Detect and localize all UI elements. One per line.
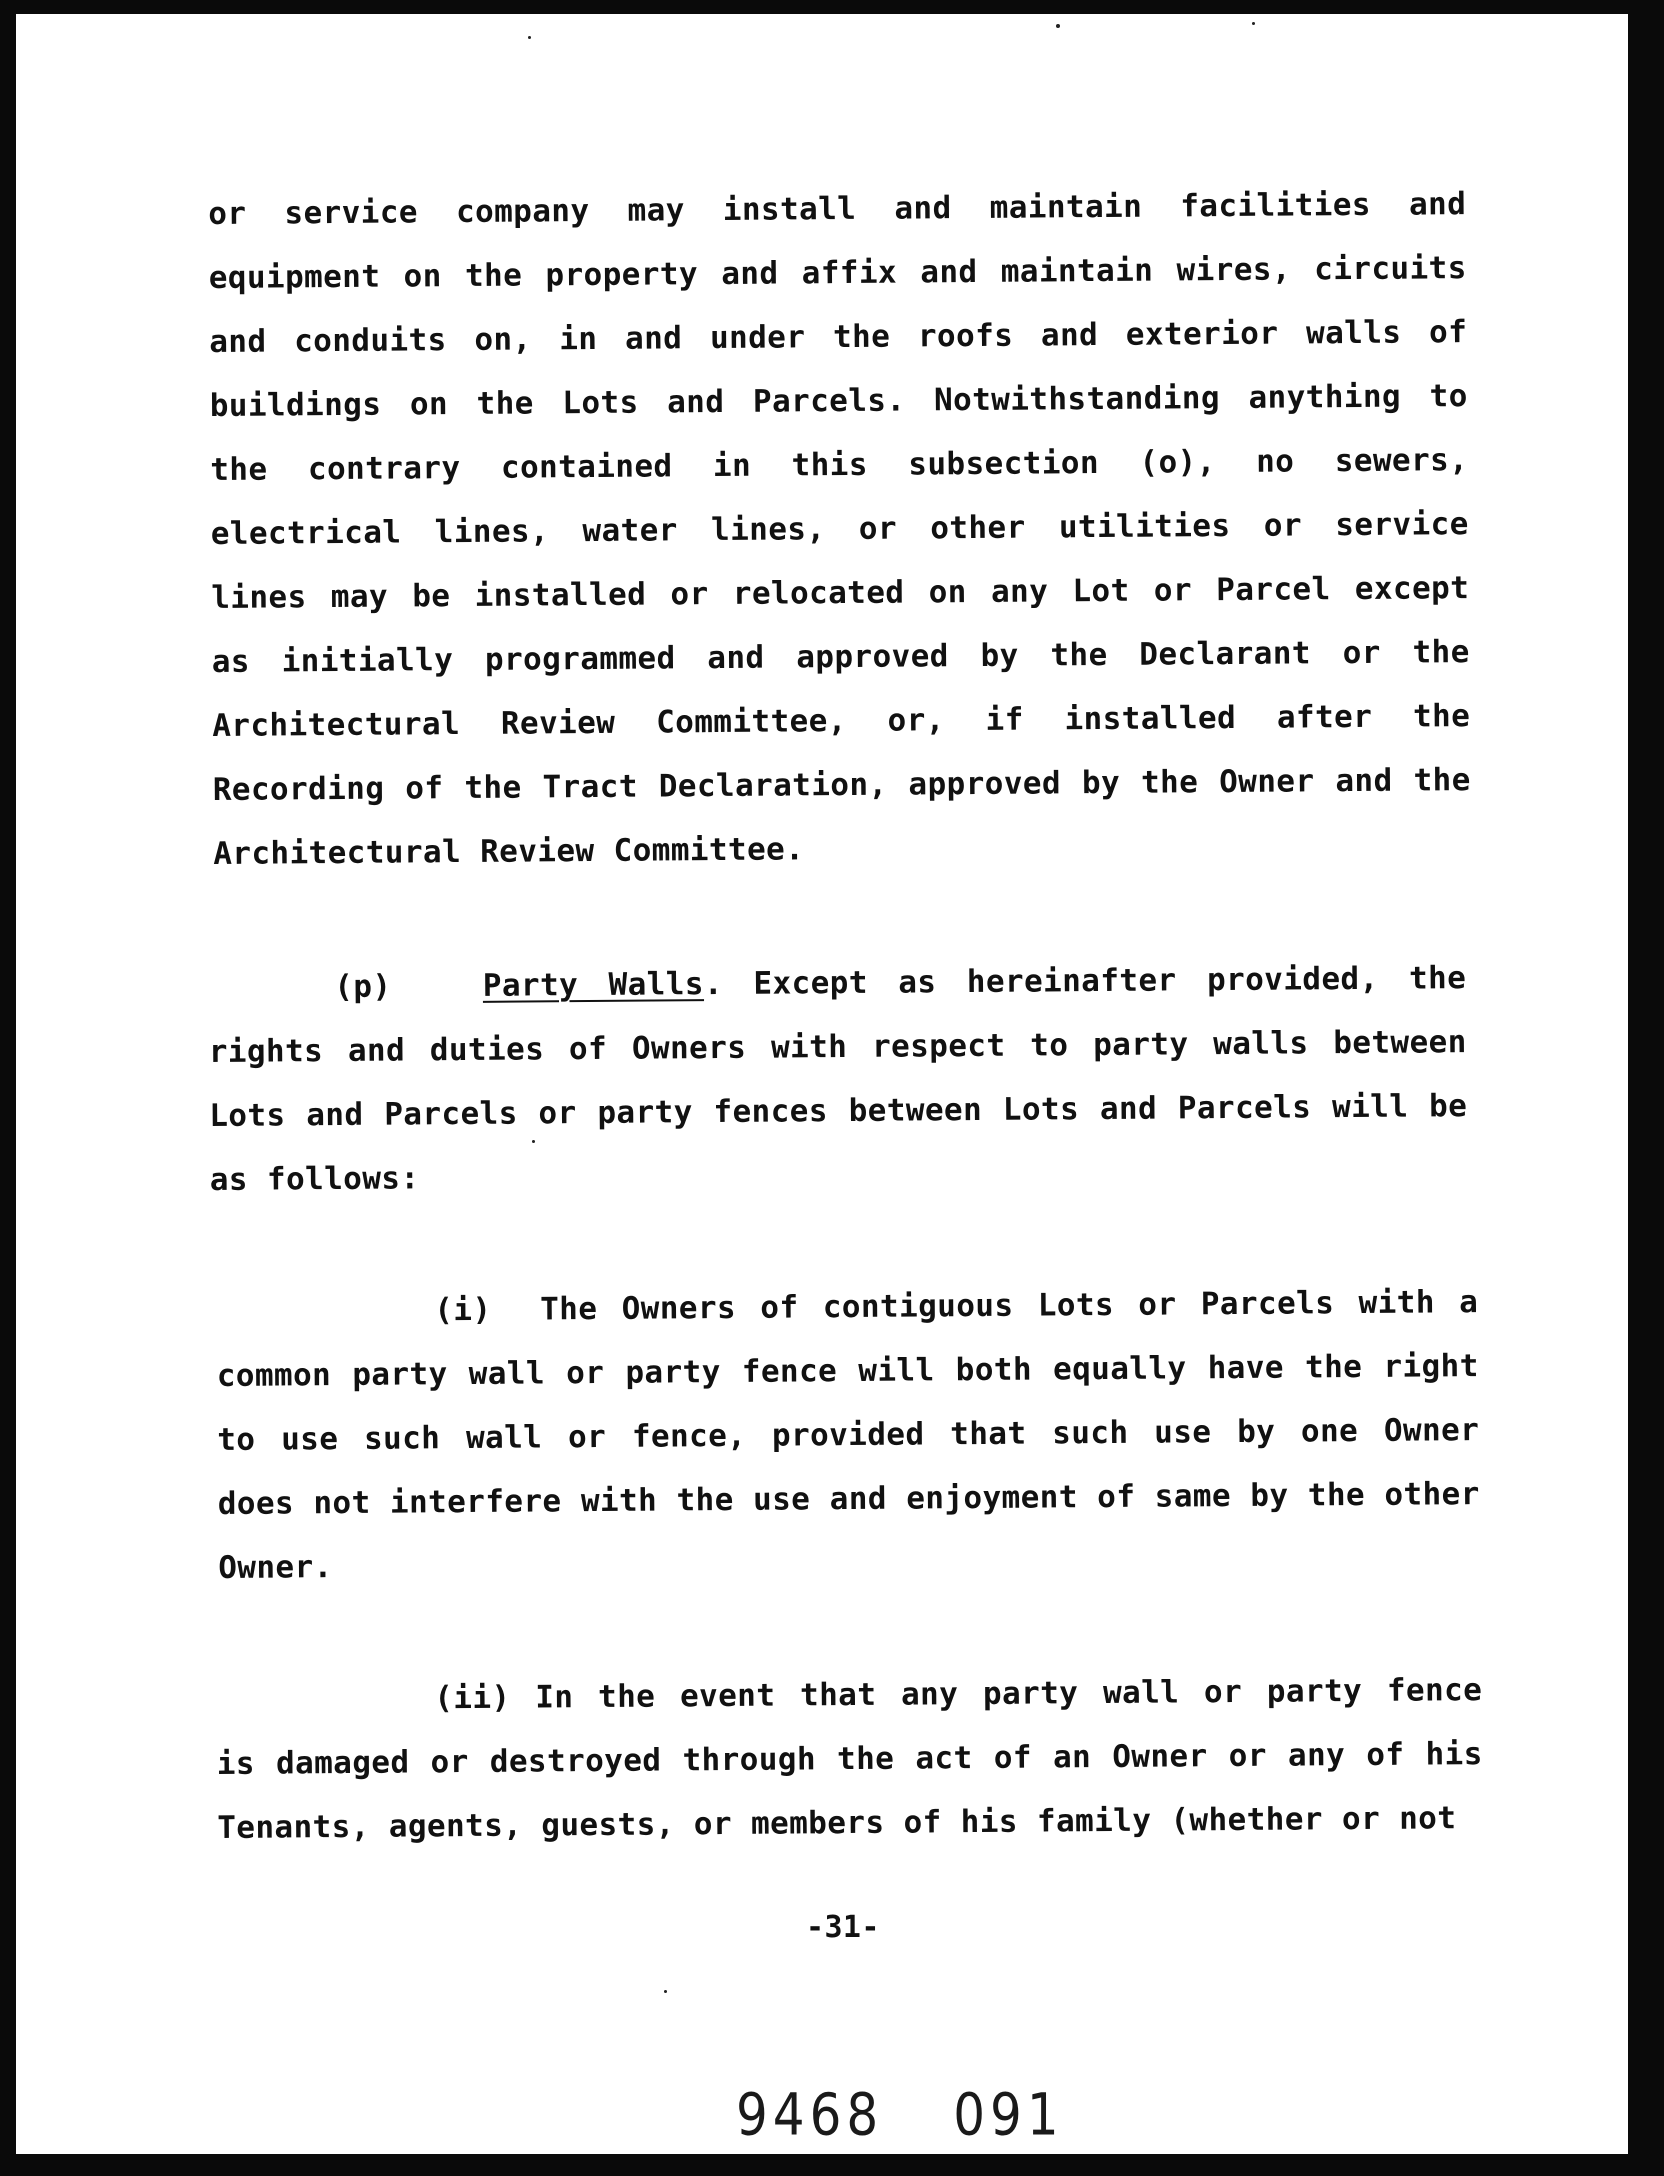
paragraph-p-party-walls — [208, 946, 1468, 1212]
indent — [216, 1708, 434, 1710]
indent — [216, 1320, 434, 1322]
stamp-left-number: 9468 — [736, 2081, 884, 2149]
indent — [208, 997, 334, 998]
page-number: -31- — [806, 1910, 880, 1945]
item-ii-text: In the event that any party wall or party fence is damaged or destroyed through the act of an Owner or any of his Tenants, agents, guests, or members of his family (whether or not — [216, 1672, 1483, 1846]
item-i-text: The Owners of contiguous Lots or Parcels with a common party wall or party fence will both equally have the right to use such wall or fence, provided that such use by one Owner does not interfere with the use and enjoyment of same by the other Owner. — [216, 1284, 1480, 1586]
section-heading-party-walls: Party Walls — [482, 966, 705, 1004]
scan-speck — [532, 1140, 535, 1143]
scan-speck — [1252, 22, 1255, 25]
scan-speck — [528, 36, 531, 39]
paragraph-o-continuation: or service company may install and maintain facilities and equipment on the property and affix and maintain wires, circuits and conduits on, in and under the roofs and exterior walls of buildings on the Lots and Parcels. Notwithstanding anything to the contrary contained in this subsection (o), no sewers, electrical lines, water lines, or other utilities or service lines may be installed or relocated on any Lot or Parcel except as initially programmed and approved by the Declarant or the Architectural Review Committee, or, if installed after the Recording of the Tract Declaration, approved by the Owner and the Architectural Review Committee. — [208, 186, 1471, 872]
docket-stamp — [736, 2082, 1064, 2149]
item-ii-paragraph — [216, 1658, 1483, 1860]
scan-speck — [1056, 24, 1060, 28]
document-page — [16, 14, 1628, 2154]
item-marker-i: (i) — [434, 1291, 492, 1329]
scan-speck — [664, 1990, 667, 1993]
item-i-paragraph — [216, 1270, 1480, 1600]
section-marker-p: (p) — [334, 968, 392, 1006]
stamp-right-number: 091 — [953, 2081, 1064, 2149]
item-marker-ii: (ii) — [434, 1679, 511, 1717]
section-p-text: . Except as hereinafter provided, the rights and duties of Owners with respect to party walls between Lots and Parcels or party fences between Lots and Parcels will be as follows: — [208, 960, 1468, 1198]
